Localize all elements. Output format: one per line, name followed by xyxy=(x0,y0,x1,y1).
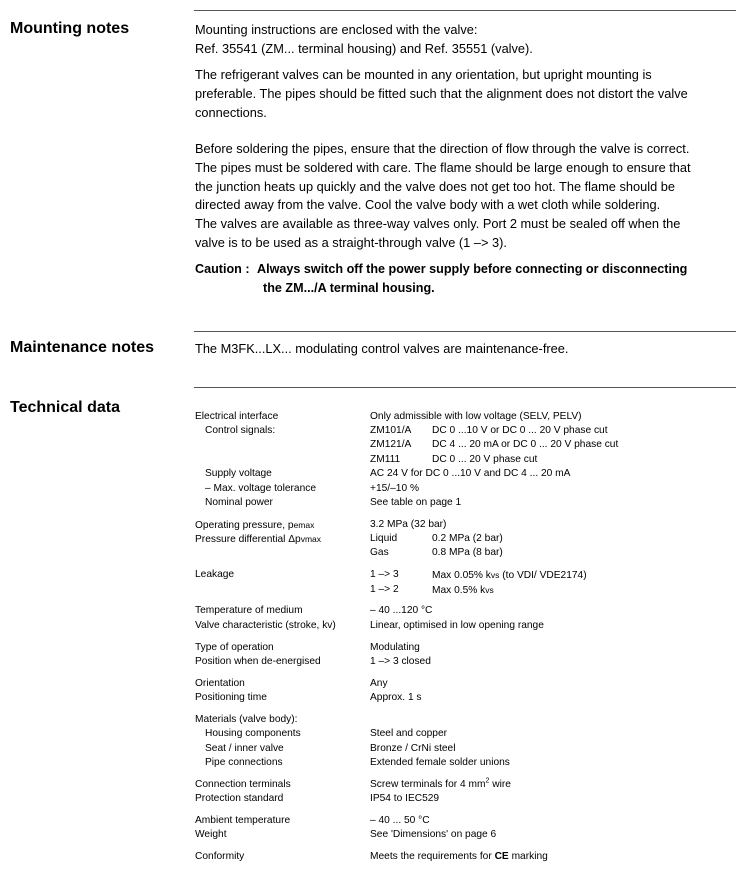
td-zm101-model: ZM101/A xyxy=(370,425,412,436)
td-supply-voltage: Supply voltage xyxy=(205,468,272,479)
td-zm111-value: DC 0 ... 20 V phase cut xyxy=(432,454,538,465)
caution-text xyxy=(257,260,737,298)
td-operating-pressure-sub: emax xyxy=(293,520,315,530)
td-temperature-medium: Temperature of medium xyxy=(195,605,303,616)
caution-line-1: Always switch off the power supply before connecting or disconnecting xyxy=(257,262,688,276)
td-pipe-connections: Pipe connections xyxy=(205,757,283,768)
mounting-p3-line-1: Before soldering the pipes, ensure that the direction of flow through the valve is correct. xyxy=(195,141,690,156)
td-leak1-path: 1 –> 3 xyxy=(370,569,399,580)
td-valve-characteristic: Valve characteristic (stroke, kv) xyxy=(195,620,336,631)
td-control-signals: Control signals: xyxy=(205,425,276,436)
td-protection-standard-value: IP54 to IEC529 xyxy=(370,793,440,804)
td-zm121-model: ZM121/A xyxy=(370,439,412,450)
td-seat: Seat / inner valve xyxy=(205,743,284,754)
td-leak1-value-sub: vs xyxy=(490,570,500,580)
td-conn-terminals-main: Screw terminals for 4 mm xyxy=(370,779,486,790)
td-connection-terminals-value xyxy=(370,778,511,792)
td-type-operation: Type of operation xyxy=(195,642,274,653)
td-position-deenergised: Position when de-energised xyxy=(195,656,321,667)
mounting-p3-line-5: The valves are available as three-way valves only. Port 2 must be sealed off when the xyxy=(195,216,681,232)
td-leak1-value xyxy=(432,568,587,583)
td-operating-pressure xyxy=(195,518,314,533)
mounting-notes-title: Mounting notes xyxy=(10,20,130,37)
td-leak1-value-suffix: (to VDI/ VDE2174) xyxy=(499,570,587,581)
td-max-tolerance: – Max. voltage tolerance xyxy=(205,483,316,494)
td-operating-pressure-label: Operating pressure, p xyxy=(195,520,294,531)
td-conformity-post: marking xyxy=(508,851,548,862)
td-pressure-differential xyxy=(195,532,321,547)
td-conformity-value xyxy=(370,850,548,864)
td-orientation-value: Any xyxy=(370,678,388,689)
td-max-tolerance-value: +15/–10 % xyxy=(370,483,419,494)
mounting-p3-line-6: valve is to be used as a straight-through valve (1 –> 3). xyxy=(195,234,507,250)
td-gas-value: 0.8 MPa (8 bar) xyxy=(432,547,503,558)
td-ambient-temperature-value: – 40 ... 50 °C xyxy=(370,815,430,826)
td-supply-voltage-value: AC 24 V for DC 0 ...10 V and DC 4 ... 20 mA xyxy=(370,468,571,479)
mounting-p3-line-2: The pipes must be soldered with care. The flame should be large enough to ensure that xyxy=(195,159,691,175)
mounting-p2-line-3: connections. xyxy=(195,104,267,120)
td-ambient-temperature: Ambient temperature xyxy=(195,815,291,826)
td-weight-value: See 'Dimensions' on page 6 xyxy=(370,829,497,840)
td-materials: Materials (valve body): xyxy=(195,714,298,725)
td-electrical-interface: Electrical interface xyxy=(195,411,279,422)
maintenance-divider xyxy=(194,331,736,332)
mounting-p1-line-1: Mounting instructions are enclosed with the valve: xyxy=(195,22,478,37)
td-electrical-interface-value: Only admissible with low voltage (SELV, PELV) xyxy=(370,411,582,422)
td-housing-value: Steel and copper xyxy=(370,728,448,739)
td-zm101-value: DC 0 ...10 V or DC 0 ... 20 V phase cut xyxy=(432,425,608,436)
td-leak2-path: 1 –> 2 xyxy=(370,584,399,595)
td-valve-characteristic-value: Linear, optimised in low opening range xyxy=(370,620,544,631)
td-liquid-label: Liquid xyxy=(370,533,398,544)
td-conn-terminals-sup: 2 xyxy=(485,777,490,785)
mounting-p1-line-2: Ref. 35541 (ZM... terminal housing) and Ref. 35551 (valve). xyxy=(195,40,533,56)
mounting-p2-line-2: preferable. The pipes should be fitted such that the alignment does not distort the valve xyxy=(195,85,688,101)
mounting-p3-line-4: directed away from the valve. Cool the valve body with a wet cloth while soldering. xyxy=(195,197,661,213)
td-leak2-value xyxy=(432,583,494,598)
td-positioning-time-value: Approx. 1 s xyxy=(370,692,422,703)
td-type-operation-value: Modulating xyxy=(370,642,420,653)
mounting-divider xyxy=(194,10,736,11)
mounting-paragraph-2 xyxy=(195,66,740,122)
td-conn-terminals-suffix: wire xyxy=(489,779,511,790)
maintenance-notes-title: Maintenance notes xyxy=(10,339,155,356)
caution-label: Caution : xyxy=(195,262,250,276)
mounting-p3-line-3: the junction heats up quickly and the valve does not get too hot. The flame should be xyxy=(195,178,675,194)
td-conformity: Conformity xyxy=(195,851,245,862)
caution-line-2: the ZM.../A terminal housing. xyxy=(263,280,435,295)
td-housing: Housing components xyxy=(205,728,301,739)
td-position-deenergised-value: 1 –> 3 closed xyxy=(370,656,431,667)
td-seat-value: Bronze / CrNi steel xyxy=(370,743,456,754)
td-nominal-power-value: See table on page 1 xyxy=(370,497,462,508)
td-pipe-connections-value: Extended female solder unions xyxy=(370,757,510,768)
maintenance-text: The M3FK...LX... modulating control valves are maintenance-free. xyxy=(195,341,569,356)
td-positioning-time: Positioning time xyxy=(195,692,267,703)
technical-divider xyxy=(194,387,736,388)
technical-data-title: Technical data xyxy=(10,399,120,416)
td-weight: Weight xyxy=(195,829,227,840)
td-leakage: Leakage xyxy=(195,569,235,580)
mounting-paragraph-1 xyxy=(195,21,740,59)
td-zm121-value: DC 4 ... 20 mA or DC 0 ... 20 V phase cut xyxy=(432,439,619,450)
td-liquid-value: 0.2 MPa (2 bar) xyxy=(432,533,503,544)
td-leak1-value-main: Max 0.05% k xyxy=(432,570,491,581)
td-pressure-diff-label: Pressure differential Δp xyxy=(195,534,301,545)
td-gas-label: Gas xyxy=(370,547,389,558)
td-nominal-power: Nominal power xyxy=(205,497,273,508)
td-temperature-medium-value: – 40 ...120 °C xyxy=(370,605,433,616)
td-protection-standard: Protection standard xyxy=(195,793,284,804)
td-pressure-diff-sub: vmax xyxy=(300,534,322,544)
td-zm111-model: ZM111 xyxy=(370,454,401,465)
mounting-p2-line-1: The refrigerant valves can be mounted in any orientation, but upright mounting is xyxy=(195,67,652,82)
td-connection-terminals: Connection terminals xyxy=(195,779,291,790)
td-conformity-pre: Meets the requirements for xyxy=(370,851,495,862)
mounting-paragraph-3 xyxy=(195,140,740,253)
td-operating-pressure-value: 3.2 MPa (32 bar) xyxy=(370,519,447,530)
td-orientation: Orientation xyxy=(195,678,245,689)
td-leak2-value-sub: vs xyxy=(485,585,494,595)
td-leak2-value-main: Max 0.5% k xyxy=(432,585,486,596)
td-conformity-ce: CE xyxy=(494,851,509,862)
